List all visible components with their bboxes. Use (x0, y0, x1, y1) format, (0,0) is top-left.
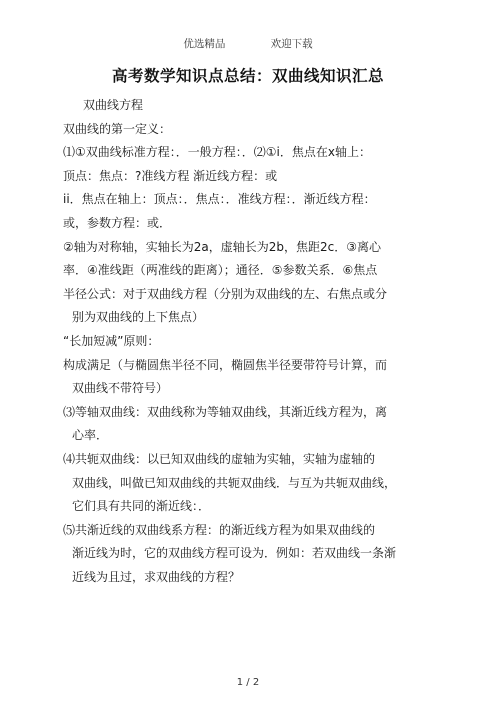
page-number: 1 / 2 (236, 677, 260, 688)
page-header (0, 36, 496, 51)
text-line: 双曲线不带符号） (72, 381, 169, 396)
text-line: 别为双曲线的上下焦点） (72, 310, 205, 325)
text-line: ②轴为对称轴，实轴长为2a，虚轴长为2b，焦距2c．③离心 (63, 239, 381, 254)
text-line: 率．④准线距（两准线的距离）；通径．⑤参数关系．⑥焦点 (63, 263, 378, 278)
text-line: ⑴①双曲线标准方程：．一般方程：．⑵①i．焦点在x轴上： (63, 145, 371, 160)
text-line: ⑶等轴双曲线：双曲线称为等轴双曲线，其渐近线方程为，离 (63, 404, 388, 419)
text-line: 半径公式：对于双曲线方程（分别为双曲线的左、右焦点或分 (63, 286, 388, 301)
text-line: ⑷共轭双曲线：以已知双曲线的虚轴为实轴，实轴为虚轴的 (63, 451, 376, 466)
text-line: 心率． (72, 428, 109, 443)
header-right-text: 欢迎下载 (270, 38, 313, 50)
text-line: ii．焦点在轴上：顶点：．焦点：．准线方程：．渐近线方程： (63, 192, 376, 207)
text-line: 或，参数方程：或． (63, 215, 172, 230)
section-heading: 双曲线方程 (83, 98, 144, 112)
document-body (63, 94, 431, 589)
document-title: 高考数学知识点总结：双曲线知识汇总 (111, 66, 384, 85)
text-line: 渐近线为时，它的双曲线方程可设为．例如：若双曲线一条渐 (72, 546, 397, 561)
text-line: 近线为且过，求双曲线的方程？ (72, 569, 241, 584)
text-line: 构成满足（与椭圆焦半径不同，椭圆焦半径要带符号计算，而 (63, 357, 388, 372)
text-line: 顶点：焦点：?准线方程 渐近线方程：或 (63, 168, 278, 183)
text-line: ⑸共渐近线的双曲线系方程：的渐近线方程为如果双曲线的 (63, 522, 376, 537)
text-line: 它们具有共同的渐近线：． (72, 499, 211, 514)
header-left-text: 优选精品 (183, 38, 226, 50)
text-line: 双曲线，叫做已知双曲线的共轭双曲线．与互为共轭双曲线， (72, 475, 397, 490)
text-line: 双曲线的第一定义： (63, 121, 172, 136)
text-line: “长加短减”原则： (63, 333, 160, 348)
